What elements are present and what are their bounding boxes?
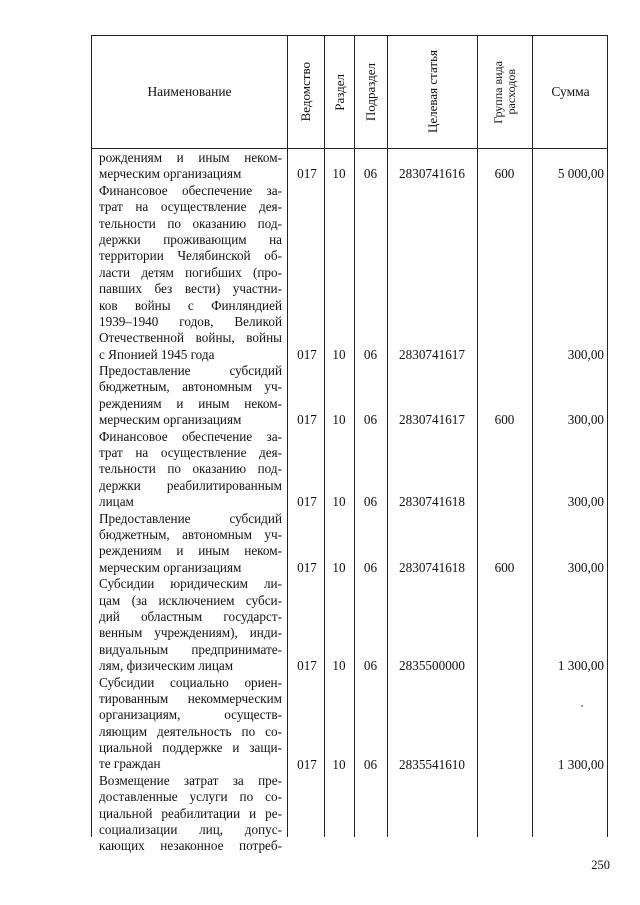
row-podrazdel-cell: 06	[363, 494, 378, 510]
row-cs-cell: 2830741616	[399, 166, 465, 182]
name-line: цам (за исключением субси-	[99, 592, 282, 608]
name-line: держки реабилитированным	[99, 477, 282, 493]
name-line: мерческим организациям	[99, 412, 242, 428]
row-razdel-cell: 10	[332, 346, 346, 362]
header-razdel	[324, 36, 354, 148]
header-vedomstvo	[287, 36, 324, 148]
row-summa-cell: 5 000,00	[557, 166, 604, 182]
row-gruppa-cell: 600	[494, 560, 515, 575]
row-razdel-cell: 10	[332, 658, 346, 674]
row-summa-cell: 300,00	[567, 346, 604, 362]
row-razdel-cell: 10	[332, 412, 346, 428]
name-line: рождениям и иным неком-	[99, 150, 282, 165]
row-razdel-cell: 10	[332, 166, 346, 182]
header-summa-label: Сумма	[551, 84, 590, 99]
name-line: дий областным государст-	[99, 608, 282, 624]
name-line: Предоставление субсидий	[99, 510, 282, 526]
row-podrazdel-cell: 06	[363, 560, 378, 575]
row-razdel-cell: 10	[332, 756, 346, 772]
name-line: 1939–1940 годов, Великой	[99, 313, 282, 329]
column-divider	[477, 36, 478, 837]
name-line: тельности по оказанию под-	[99, 461, 282, 477]
name-line: Предоставление субсидий	[99, 363, 282, 379]
name-line: те граждан	[99, 756, 161, 772]
header-summa	[532, 36, 609, 148]
row-razdel-cell: 10	[332, 494, 346, 510]
column-divider	[354, 36, 355, 837]
name-line: с Японией 1945 года	[99, 346, 215, 362]
row-ved-cell: 017	[297, 494, 317, 510]
name-line: лям, физическим лицам	[99, 658, 234, 674]
name-line: венным учреждениям), инди-	[99, 625, 282, 641]
name-line: Финансовое обеспечение за-	[99, 182, 282, 198]
name-line: мерческим организациям	[99, 166, 242, 182]
row-summa-cell: 300,00	[567, 560, 604, 575]
name-line: мерческим организациям	[99, 559, 242, 575]
row-podrazdel-cell: 06	[363, 166, 378, 182]
row-ved-cell: 017	[297, 346, 317, 362]
row-summa-cell: 1 300,00	[557, 756, 604, 772]
header-podrazdel	[354, 36, 387, 148]
name-line: Отечественной войны, войны	[99, 330, 282, 346]
row-summa-cell: 300,00	[567, 412, 604, 428]
row-podrazdel-cell: 06	[363, 346, 378, 362]
name-line: бюджетным, автономным уч-	[99, 379, 282, 395]
header-gruppa-label-2: расходов	[503, 69, 518, 115]
row-ved-cell: 017	[297, 412, 317, 428]
name-line: реждениям и иным неком-	[99, 395, 282, 411]
row-ved-cell: 017	[297, 658, 317, 674]
row-gruppa-cell	[477, 347, 532, 363]
row-gruppa-cell: 600	[494, 412, 515, 428]
name-line: видуальным предпринимате-	[99, 641, 282, 657]
name-line: доставленные услуги по со-	[99, 789, 282, 805]
column-divider	[324, 36, 325, 837]
row-cs-cell: 2830741617	[399, 346, 465, 362]
header-name	[92, 36, 287, 148]
row-podrazdel-cell: 06	[363, 658, 378, 674]
page-number: 250	[591, 858, 610, 872]
name-line: социализации лиц, допус-	[99, 822, 282, 838]
name-line: павших без вести) участни-	[99, 281, 282, 297]
header-razdel-label: Раздел	[331, 73, 347, 111]
name-line: трат на осуществление дея-	[99, 199, 282, 215]
name-line: Субсидии социально ориен-	[99, 674, 282, 690]
header-gruppa-label-1: Группа вида	[490, 60, 505, 124]
name-line: бюджетным, автономным уч-	[99, 526, 282, 542]
row-ved-cell: 017	[297, 756, 317, 772]
name-line: тельности по оказанию под-	[99, 215, 282, 231]
column-divider	[532, 36, 533, 837]
header-celevaya-label: Целевая статья	[424, 50, 440, 134]
row-gruppa-cell	[477, 494, 532, 510]
name-line: тированным некоммерческим	[99, 690, 282, 706]
name-line: кающих незаконное потреб-	[99, 838, 282, 854]
name-line: Финансовое обеспечение за-	[99, 428, 282, 444]
name-line: Субсидии юридическим ли-	[99, 576, 282, 592]
name-line: лицам	[99, 494, 134, 510]
name-line: ласти детям погибших (про-	[99, 264, 282, 280]
row-ved-cell: 017	[297, 560, 317, 575]
row-cs-cell: 2830741617	[399, 412, 465, 428]
name-line: Возмещение затрат за пре-	[99, 772, 282, 788]
name-line: территории Челябинской об-	[99, 248, 282, 264]
header-podrazdel-label: Подраздел	[363, 62, 378, 122]
header-vedomstvo-label: Ведомство	[298, 62, 313, 122]
row-gruppa-cell: 600	[494, 166, 515, 182]
row-cs-cell: 2835500000	[399, 658, 465, 674]
row-podrazdel-cell: 06	[363, 412, 378, 428]
row-cs-cell: 2835541610	[399, 756, 465, 772]
row-summa-cell: 1 300,00	[557, 658, 604, 674]
row-summa-cell: 300,00	[567, 494, 604, 510]
name-column-text	[99, 150, 282, 855]
row-cs-cell: 2830741618	[399, 494, 465, 510]
name-line: организациям, осуществ-	[99, 707, 282, 723]
row-ved-cell: 017	[297, 166, 317, 182]
name-line: держки проживающим на	[99, 231, 282, 247]
name-line: ляющим деятельность по со-	[99, 723, 282, 739]
name-line: реждениям и иным неком-	[99, 543, 282, 559]
name-line: ков войны с Финляндией	[99, 297, 282, 313]
row-cs-cell: 2830741618	[399, 560, 465, 575]
row-podrazdel-cell: 06	[363, 756, 378, 772]
row-razdel-cell: 10	[332, 560, 346, 575]
name-line: трат на осуществление дея-	[99, 445, 282, 461]
header-name-label: Наименование	[147, 84, 232, 99]
header-gruppa-vida-raskhodov	[477, 36, 532, 148]
header-divider	[92, 148, 607, 149]
column-divider	[287, 36, 288, 837]
row-gruppa-cell	[477, 757, 532, 773]
scan-speck	[581, 705, 583, 707]
row-gruppa-cell	[477, 658, 532, 674]
name-line: циальной реабилитации и ре-	[99, 805, 282, 821]
budget-table	[91, 35, 608, 854]
column-divider	[387, 36, 388, 837]
header-celevaya-statya	[387, 36, 477, 148]
name-line: циальной поддержке и защи-	[99, 740, 282, 756]
